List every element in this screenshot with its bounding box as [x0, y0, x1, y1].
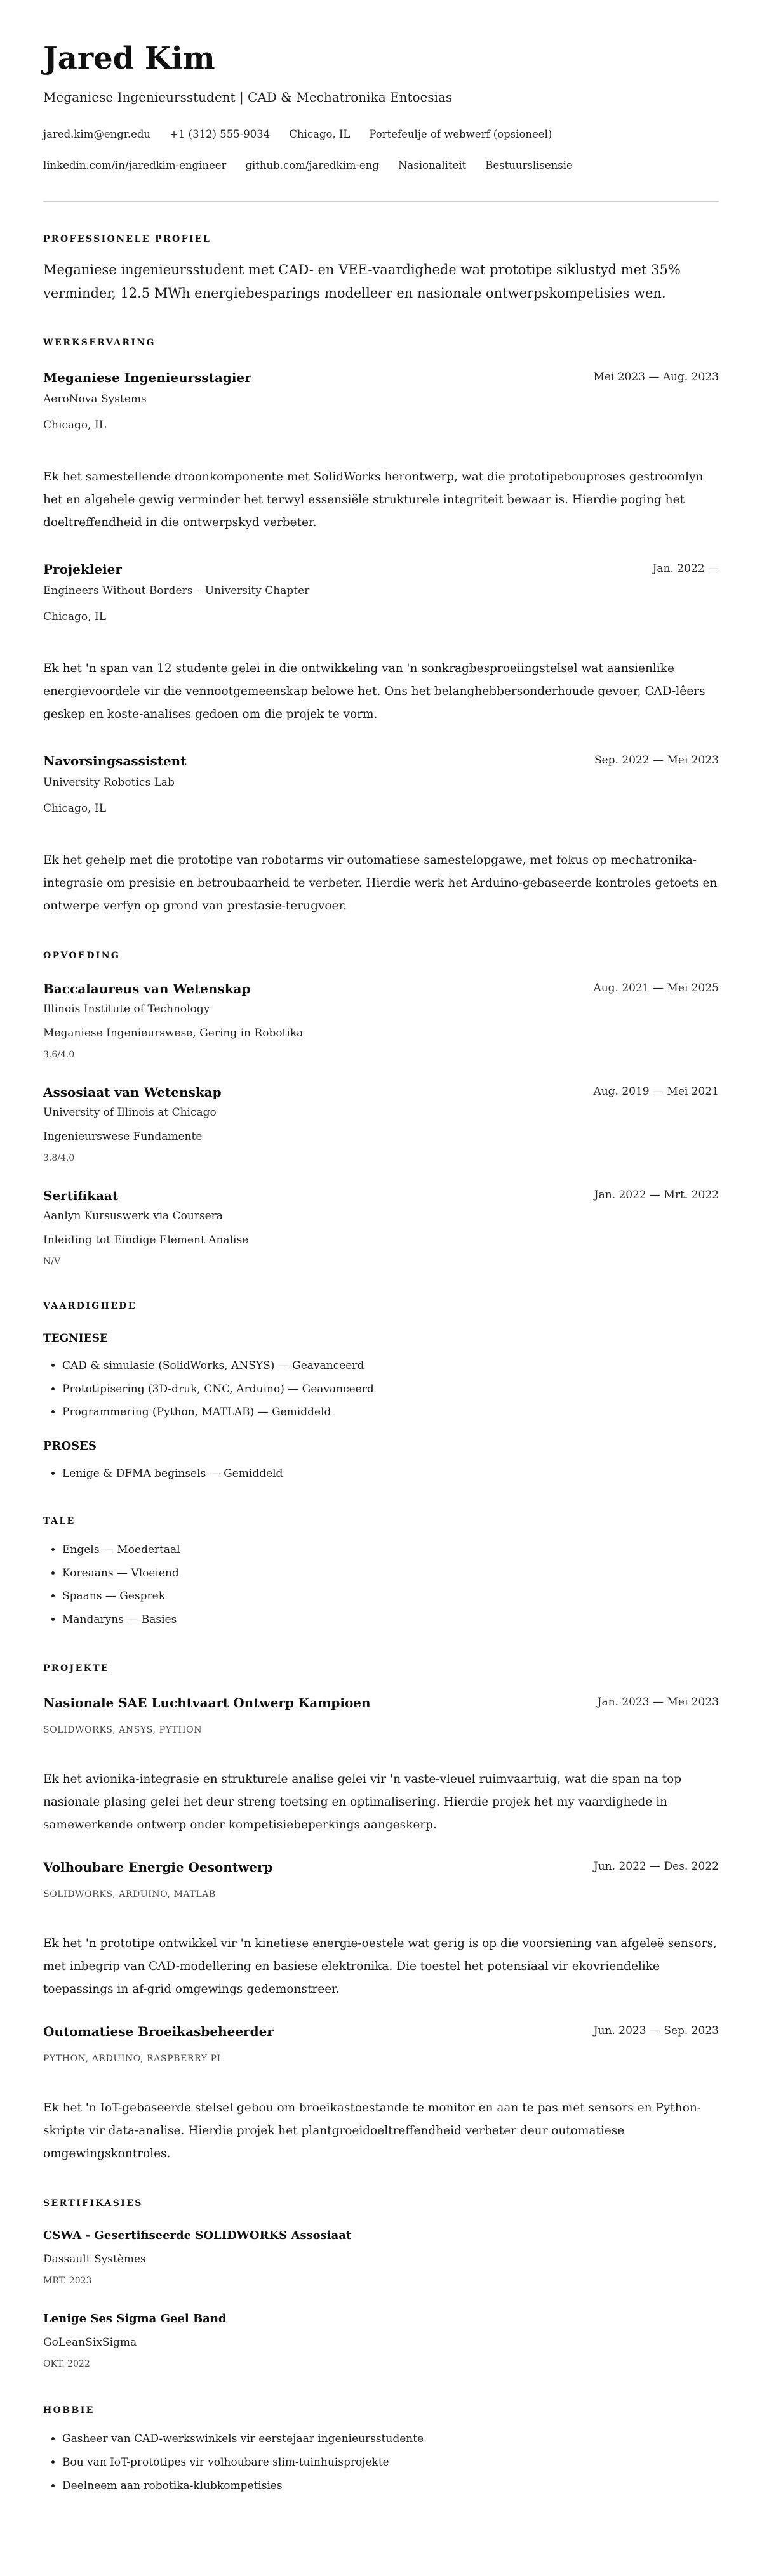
project-title: Outomatiese Broeikasbeheerder	[43, 2024, 274, 2039]
skill-item: • Prototipisering (3D-druk, CNC, Arduino) — Geavanceerd	[62, 1378, 719, 1401]
project-entry	[43, 2023, 719, 2165]
contact-nationality: Nasionaliteit	[398, 159, 467, 171]
gpa: N/V	[43, 1257, 61, 1267]
school-name: University of Illinois at Chicago	[43, 1106, 217, 1119]
job-title: Projekleier	[43, 562, 122, 577]
study-field: Ingenieurswese Fundamente	[43, 1130, 203, 1143]
header-divider	[43, 201, 719, 202]
job-dates: Sep. 2022 — Mei 2023	[594, 754, 719, 767]
project-tech: SOLIDWORKS, ANSYS, PYTHON	[43, 1725, 203, 1735]
skill-group-heading: TEGNIESE	[43, 1332, 108, 1345]
contact-portfolio[interactable]: Portefeulje of webwerf (opsioneel)	[369, 128, 552, 140]
job-location: Chicago, IL	[43, 419, 106, 432]
job-dates: Mei 2023 — Aug. 2023	[593, 371, 719, 383]
job-title: Meganiese Ingenieursstagier	[43, 370, 251, 385]
language-item: • Koreaans — Vloeiend	[62, 1562, 719, 1585]
degree-dates: Aug. 2019 — Mei 2021	[593, 1085, 719, 1098]
contact-email[interactable]: jared.kim@engr.edu	[43, 128, 151, 140]
experience-entry	[43, 369, 719, 534]
job-description: Ek het 'n span van 12 studente gelei in die ontwikkeling van 'n sonkragbesproeiingstelsel wat aansienlike energievoordele vir die vennootgemeenskap belowe het. Ons het belanghebbersonderhoude gevoer, CAD-lêers geskep en koste-analises gedoen om die projek te vorm.	[43, 662, 705, 721]
project-entry	[43, 1858, 719, 2001]
certification-issuer: GoLeanSixSigma	[43, 2336, 137, 2349]
project-title: Volhoubare Energie Oesontwerp	[43, 1859, 273, 1875]
hobby-item: • Deelneem aan robotika-klubkompetisies	[62, 2474, 719, 2498]
project-dates: Jan. 2023 — Mei 2023	[597, 1696, 719, 1708]
languages-section	[43, 1515, 719, 1631]
project-dates: Jun. 2023 — Sep. 2023	[593, 2024, 719, 2037]
experience-entry	[43, 752, 719, 918]
job-title: Navorsingsassistent	[43, 753, 187, 769]
contact-list	[43, 126, 719, 175]
language-item: • Mandaryns — Basies	[62, 1608, 719, 1632]
skill-item: • Lenige & DFMA beginsels — Gemiddeld	[62, 1462, 719, 1486]
section-heading: VAARDIGHEDE	[43, 1301, 137, 1311]
education-entry	[43, 980, 719, 1061]
project-description: Ek het 'n prototipe ontwikkel vir 'n kinetiese energie-oestele wat gerig is op die voorsiening van afgeleë sensors, met inbegrip van CAD-modellering en basiese elektronika. Die toestel het potensiaal vir ekovriendelike toepassings in af-grid omgewings gedemonstreer.	[43, 1937, 717, 1996]
school-name: Aanlyn Kursuswerk via Coursera	[43, 1210, 223, 1222]
study-field: Meganiese Ingenieurswese, Gering in Robotika	[43, 1027, 304, 1040]
project-entry	[43, 1694, 719, 1837]
degree-title: Assosiaat van Wetenskap	[43, 1085, 222, 1100]
profile-section	[43, 233, 719, 305]
contact-drivers-license: Bestuurslisensie	[485, 159, 573, 171]
hobby-item: • Gasheer van CAD-werkswinkels vir eerstejaar ingenieursstudente	[62, 2427, 719, 2451]
degree-dates: Aug. 2021 — Mei 2025	[593, 982, 719, 994]
job-dates: Jan. 2022 —	[652, 562, 719, 575]
job-company: University Robotics Lab	[43, 776, 175, 789]
experience-entry	[43, 560, 719, 726]
candidate-headline: Meganiese Ingenieursstudent | CAD & Mechatronika Entoesias	[43, 89, 453, 105]
section-heading: PROJEKTE	[43, 1663, 110, 1674]
degree-dates: Jan. 2022 — Mrt. 2022	[594, 1189, 719, 1201]
certification-entry	[43, 2311, 719, 2370]
job-company: AeroNova Systems	[43, 393, 147, 406]
language-list	[43, 1538, 719, 1631]
section-heading: OPVOEDING	[43, 951, 121, 961]
profile-summary: Meganiese ingenieursstudent met CAD- en VEE-vaardighede wat prototipe siklustyd met 35% verminder, 12.5 MWh energiebesparings modelleer en nasionale ontwerpskompetisies wen.	[43, 262, 681, 301]
section-heading: TALE	[43, 1516, 76, 1526]
hobby-item: • Bou van IoT-prototipes vir volhoubare slim-tuinhuisprojekte	[62, 2451, 719, 2474]
language-item: • Engels — Moedertaal	[62, 1538, 719, 1562]
gpa: 3.6/4.0	[43, 1050, 75, 1060]
certification-date: MRT. 2023	[43, 2276, 92, 2286]
certification-date: OKT. 2022	[43, 2359, 90, 2369]
education-entry	[43, 1187, 719, 1268]
job-company: Engineers Without Borders – University Chapter	[43, 585, 310, 597]
skill-group-heading: PROSES	[43, 1439, 97, 1453]
study-field: Inleiding tot Eindige Element Analise	[43, 1234, 249, 1246]
education-section	[43, 949, 719, 1268]
section-heading: SERTIFIKASIES	[43, 2198, 143, 2209]
certification-entry	[43, 2228, 719, 2287]
skill-item: • Programmering (Python, MATLAB) — Gemiddeld	[62, 1401, 719, 1424]
school-name: Illinois Institute of Technology	[43, 1003, 210, 1015]
candidate-name: Jared Kim	[43, 41, 215, 76]
experience-section	[43, 336, 719, 918]
education-entry	[43, 1083, 719, 1165]
contact-phone[interactable]: +1 (312) 555-9034	[170, 128, 271, 140]
project-tech: SOLIDWORKS, ARDUINO, MATLAB	[43, 1889, 216, 1899]
hobbies-section	[43, 2404, 719, 2498]
project-dates: Jun. 2022 — Des. 2022	[593, 1860, 719, 1873]
job-location: Chicago, IL	[43, 802, 106, 815]
section-heading: HOBBIE	[43, 2405, 95, 2415]
degree-title: Baccalaureus van Wetenskap	[43, 981, 251, 996]
projects-section	[43, 1662, 719, 2165]
certification-issuer: Dassault Systèmes	[43, 2253, 146, 2266]
contact-github[interactable]: github.com/jaredkim-eng	[245, 159, 379, 171]
hobby-list	[43, 2427, 719, 2498]
certification-name: CSWA - Gesertifiseerde SOLIDWORKS Assosiaat	[43, 2229, 352, 2242]
project-description: Ek het avionika-integrasie en strukturele analise gelei vir 'n vaste-vleuel ruimvaartuig, wat die span na top nasionale plasing gelei het deur streng toetsing en optimalisering. Hierdie projek het my vaardighede in samewerkende ontwerp onder kompetisiebeperkings aangeskerp.	[43, 1773, 682, 1832]
skill-list	[43, 1462, 719, 1486]
job-location: Chicago, IL	[43, 611, 106, 623]
contact-location: Chicago, IL	[289, 128, 351, 140]
skills-section	[43, 1300, 719, 1485]
contact-linkedin[interactable]: linkedin.com/in/jaredkim-engineer	[43, 159, 227, 171]
section-heading: PROFESSIONELE PROFIEL	[43, 234, 211, 244]
language-item: • Spaans — Gesprek	[62, 1585, 719, 1608]
project-tech: PYTHON, ARDUINO, RASPBERRY PI	[43, 2054, 221, 2064]
degree-title: Sertifikaat	[43, 1188, 119, 1203]
project-title: Nasionale SAE Luchtvaart Ontwerp Kampioen	[43, 1695, 371, 1710]
skill-item: • CAD & simulasie (SolidWorks, ANSYS) — Geavanceerd	[62, 1354, 719, 1378]
resume-header	[43, 41, 719, 175]
certification-name: Lenige Ses Sigma Geel Band	[43, 2312, 227, 2325]
job-description: Ek het gehelp met die prototipe van robotarms vir outomatiese samestelopgawe, met fokus op mechatronika-integrasie om presisie en betroubaarheid te verbeter. Hierdie werk het Arduino-gebaseerde kontroles getoets en ontwerpe verfyn op grond van prestasie-terugvoer.	[43, 854, 718, 913]
job-description: Ek het samestellende droonkomponente met SolidWorks herontwerp, wat die prototipebouproses gestroomlyn het en algehele gewig verminder het terwyl essensiële strukturele integriteit bewaar is. Hierdie poging het doeltreffendheid in die ontwerpskyd verbeter.	[43, 470, 704, 529]
certifications-section	[43, 2197, 719, 2370]
section-heading: WERKSERVARING	[43, 338, 156, 348]
skill-list	[43, 1354, 719, 1424]
gpa: 3.8/4.0	[43, 1153, 75, 1163]
project-description: Ek het 'n IoT-gebaseerde stelsel gebou om broeikastoestande te monitor en aan te pas met sensors en Python-skripte vir data-analise. Hierdie projek het plantgroeidoeltreffendheid verbeter deur outomatiese omgewingskontroles.	[43, 2101, 702, 2160]
